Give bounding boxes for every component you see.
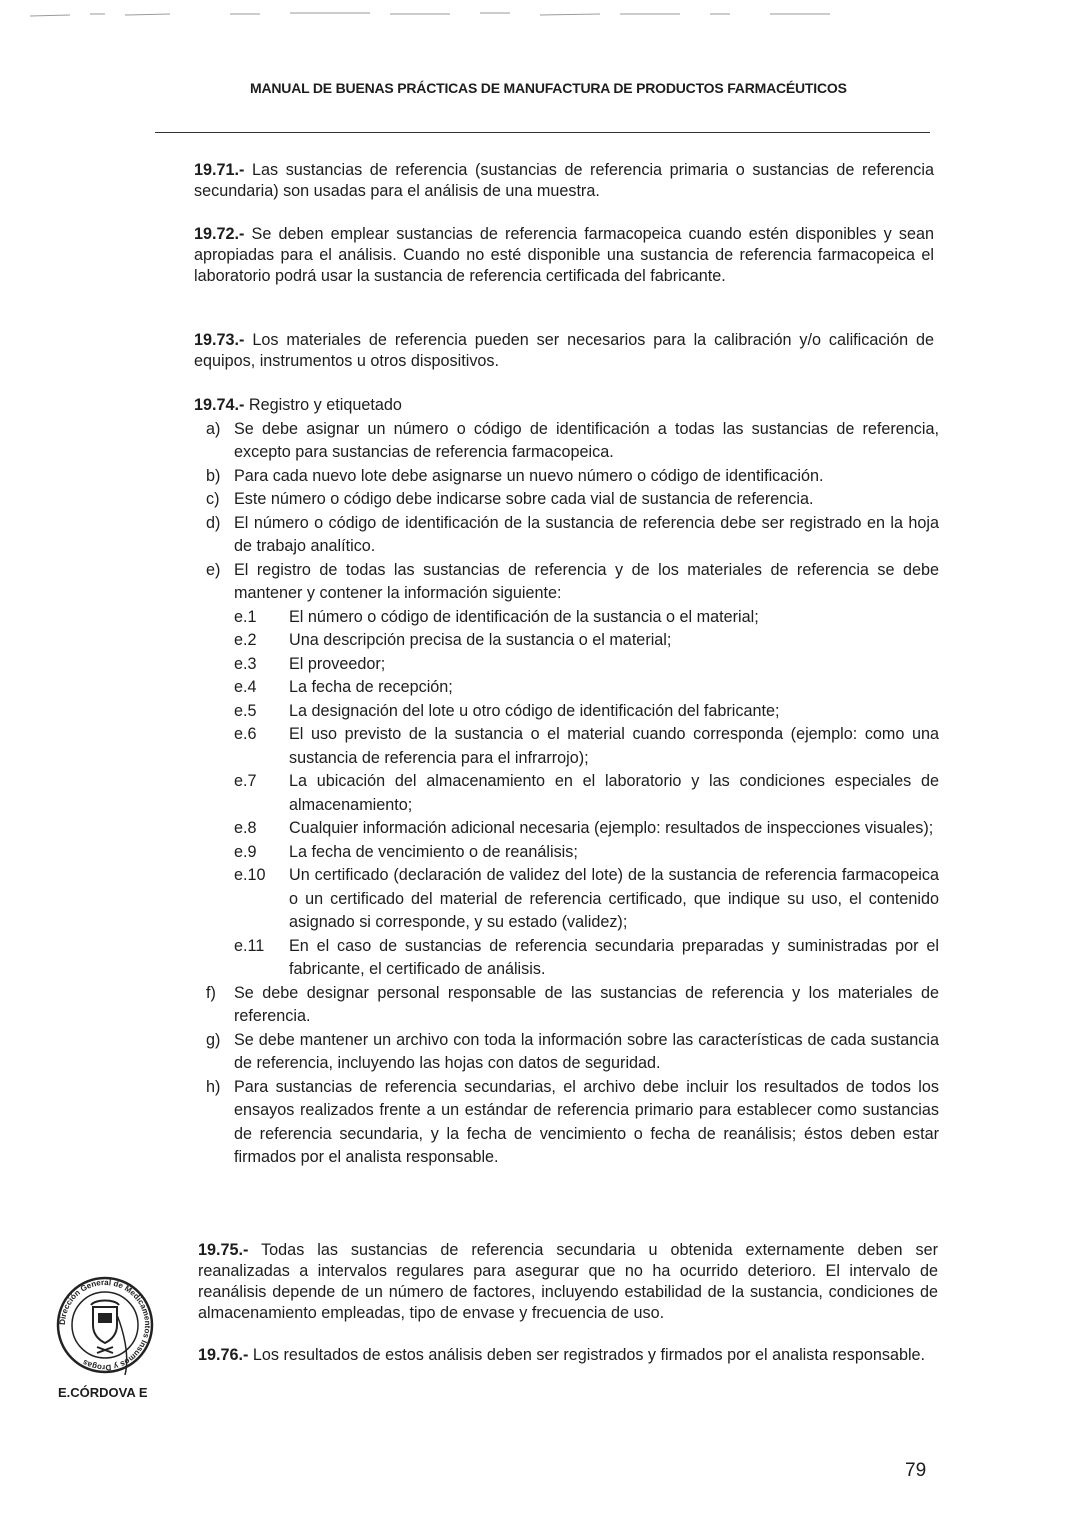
list-item-a [194,418,939,465]
page-header: MANUAL DE BUENAS PRÁCTICAS DE MANUFACTURA DE PRODUCTOS FARMACÉUTICOS [250,80,847,96]
item-text: Se debe asignar un número o código de identificación a todas las sustancias de referencia, excepto para sustancias de referencia farmacopeica. [234,419,939,461]
sub-item-number: e.5 [234,701,257,720]
sub-item-e9 [194,841,939,865]
clause-number: 19.71.- [194,161,245,179]
item-text: El registro de todas las sustancias de referencia y de los materiales de referencia se debe mantener y contener la información siguiente: [234,560,939,602]
clause-number: 19.75.- [198,1241,249,1259]
item-letter: g) [206,1030,221,1049]
clause-text: Todas las sustancias de referencia secundaria u obtenida externamente deben ser reanalizadas a intervalos regulares para asegurar que no ha ocurrido deterioro. El intervalo de reanálisis depende de un número de factores, incluyendo estabilidad de la sustancia, condiciones de almacenamiento empleadas, tipo de envase y frecuencia de uso. [198,1241,938,1322]
paragraph-19-71 [194,160,934,202]
clause-text: Los resultados de estos análisis deben ser registrados y firmados por el analista responsable. [248,1346,926,1364]
sub-item-e3 [194,653,939,677]
seal-caption: E.CÓRDOVA E [58,1385,148,1400]
sub-item-e1 [194,606,939,630]
sub-item-text: Una descripción precisa de la sustancia o el material; [289,631,672,649]
sub-item-text: El número o código de identificación de la sustancia o el material; [289,607,759,626]
official-seal-icon [55,1275,155,1380]
sub-item-number: e.8 [234,819,257,837]
page-number: 79 [905,1460,927,1481]
sub-item-text: El uso previsto de la sustancia o el material cuando corresponda (ejemplo: como una sustancia de referencia para el infrarrojo); [289,725,939,767]
list-item-c [194,488,939,512]
list-item-d [194,512,939,559]
item-letter: f) [206,983,216,1002]
clause-number: 19.73.- [194,331,245,349]
seal-ring-text: Dirección General de Medicamentos Insumos y Drogas [57,1277,153,1373]
list-item-h [194,1076,939,1170]
registro-etiquetado-list [194,394,939,1170]
sub-item-e11 [194,935,939,982]
scan-noise [30,8,850,20]
sub-item-number: e.2 [234,631,257,649]
sub-item-e4 [194,676,939,700]
item-text: El número o código de identificación de la sustancia de referencia debe ser registrado en la hoja de trabajo analítico. [234,513,939,555]
sub-item-e10 [194,864,939,935]
clause-text: Registro y etiquetado [244,396,402,414]
sub-item-number: e.11 [234,936,265,955]
paragraph-19-72 [194,224,934,287]
item-letter: a) [206,419,221,438]
list-item-g [194,1029,939,1076]
paragraph-19-73 [194,330,934,372]
paragraph-19-74 [194,394,939,418]
clause-text: Las sustancias de referencia (sustancias de referencia primaria o sustancias de referencia secundaria) son usadas para el análisis de una muestra. [194,161,934,200]
sub-item-text: El proveedor; [289,654,386,673]
item-letter: c) [206,490,220,508]
clause-text: Los materiales de referencia pueden ser necesarios para la calibración y/o calificación de equipos, instrumentos u otros dispositivos. [194,331,934,370]
sub-item-number: e.9 [234,842,257,861]
sub-item-e5 [194,700,939,724]
clause-number: 19.76.- [198,1346,249,1364]
sub-item-text: La designación del lote u otro código de identificación del fabricante; [289,701,780,720]
sub-item-text: La fecha de recepción; [289,678,453,696]
item-text: Para cada nuevo lote debe asignarse un nuevo número o código de identificación. [234,466,824,485]
sub-item-number: e.10 [234,866,266,884]
sub-item-text: Cualquier información adicional necesaria (ejemplo: resultados de inspecciones visuales); [289,819,934,837]
list-item-f [194,982,939,1029]
item-text: Se debe mantener un archivo con toda la información sobre las características de cada sustancia de referencia, incluyendo las hojas con datos de seguridad. [234,1030,939,1072]
sub-item-text: Un certificado (declaración de validez del lote) de la sustancia de referencia farmacopeica o un certificado del material de referencia certificado, que indique su uso, el contenido asignado si corresponde, y su estado (validez); [289,866,939,931]
item-text: Para sustancias de referencia secundarias, el archivo debe incluir los resultados de todos los ensayos realizados frente a un estándar de referencia primario para establecer como sustancias de referencia secundaria, y la fecha de vencimiento o fecha de reanálisis; éstos deben estar firmados por el analista responsable. [234,1077,939,1166]
sub-item-number: e.4 [234,678,257,696]
sub-item-number: e.1 [234,607,257,626]
item-letter: d) [206,513,221,532]
paragraph-19-75 [198,1240,938,1324]
item-text: Este número o código debe indicarse sobre cada vial de sustancia de referencia. [234,490,814,508]
clause-number: 19.74.- [194,396,245,414]
header-divider [155,132,930,133]
item-letter: e) [206,560,221,579]
item-letter: b) [206,466,221,485]
sub-item-e2 [194,629,939,653]
sub-item-e7 [194,770,939,817]
sub-item-text: La ubicación del almacenamiento en el laboratorio y las condiciones especiales de almacenamiento; [289,772,939,814]
sub-item-e8 [194,817,939,841]
clause-text: Se deben emplear sustancias de referencia farmacopeica cuando estén disponibles y sean apropiadas para el análisis. Cuando no esté disponible una sustancia de referencia farmacopeica el laboratorio podrá usar la sustancia de referencia certificada del fabricante. [194,225,934,285]
sub-item-e6 [194,723,939,770]
sub-item-text: En el caso de sustancias de referencia secundaria preparadas y suministradas por el fabricante, el certificado de análisis. [289,936,939,978]
item-text: Se debe designar personal responsable de las sustancias de referencia y los materiales de referencia. [234,983,939,1025]
sub-item-number: e.7 [234,772,257,790]
clause-number: 19.72.- [194,225,245,243]
paragraph-19-76 [198,1345,938,1366]
list-item-e [194,559,939,606]
item-letter: h) [206,1077,221,1096]
list-item-b [194,465,939,489]
sub-item-text: La fecha de vencimiento o de reanálisis; [289,842,578,861]
sub-item-number: e.3 [234,654,257,673]
sub-item-number: e.6 [234,725,257,743]
